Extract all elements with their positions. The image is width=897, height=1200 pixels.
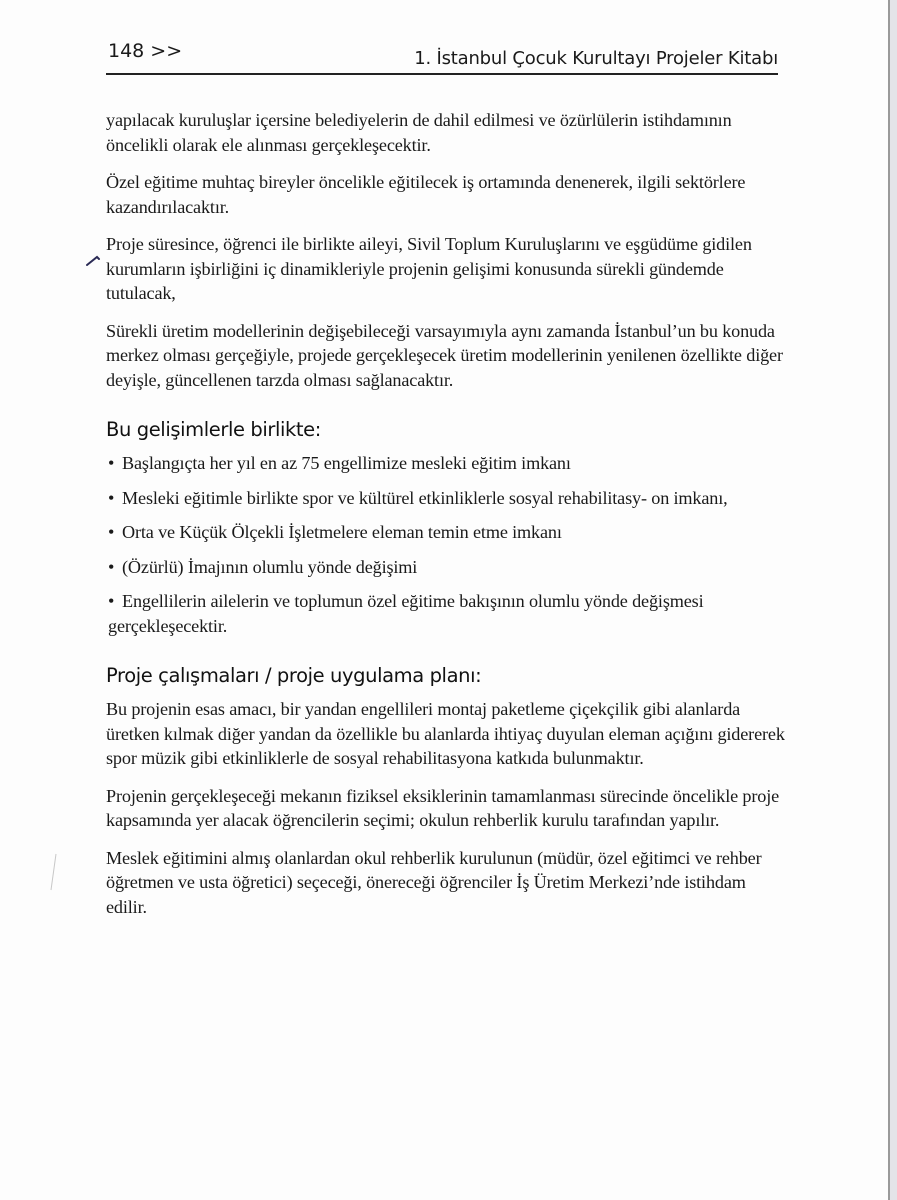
page-body (106, 108, 786, 932)
paragraph: Sürekli üretim modellerinin değişebileceği varsayımıyla aynı zamanda İstanbul’un bu konuda merkez olması gerçeğiyle, projede gerçekleşecek üretim modellerinin yenilenen özellikte diğer deyişle, güncellenen tarzda olması sağlanacaktır. (106, 320, 783, 390)
page-header (106, 40, 778, 76)
paragraph: Meslek eğitimini almış olanlardan okul rehberlik kurulunun (müdür, özel eğitimci ve rehber öğretmen ve usta öğretici) seçeceği, önereceği öğrenciler İş Üretim Merkezi’nde istihdam edilir. (106, 847, 762, 917)
bullet-icon: • (108, 453, 115, 473)
section-heading-plan: Proje çalışmaları / proje uygulama planı: (106, 664, 482, 687)
bullet-icon: • (108, 522, 115, 542)
paragraph: Bu projenin esas amacı, bir yandan engellileri montaj paketleme çiçekçilik gibi alanlarda üretken kılmak diğer yandan da özellikle bu alanlarda ihtiyaç duyulan eleman açığını gidererek spor müzik gibi etkinliklerle de sosyal rehabilitasyona katkıda bulunmaktır. (106, 699, 785, 768)
bullet-item (106, 451, 786, 476)
bullet-item (106, 555, 786, 580)
bullet-item (106, 589, 786, 638)
paragraph: Proje süresince, öğrenci ile birlikte aileyi, Sivil Toplum Kuruluşlarını ve eşgüdüme gidilen kurumların işbirliğini iç dinamikleriyle projenin gelişimi konusunda sürekli gündemde tutulacak, (106, 234, 752, 303)
bullet-text: Engellilerin ailelerin ve toplumun özel eğitime bakışının olumlu yönde değişmesi gerçekleşecektir. (108, 591, 704, 636)
bullet-text: (Özürlü) İmajının olumlu yönde değişimi (122, 556, 418, 577)
bullet-item (106, 520, 786, 545)
paragraph: Özel eğitime muhtaç bireyler öncelikle eğitilecek iş ortamında denenerek, ilgili sektörlere kazandırılacaktır. (106, 172, 746, 217)
bullet-item (106, 486, 786, 511)
section-heading-developments: Bu gelişimlerle birlikte: (106, 418, 321, 441)
page-edge-strip (890, 0, 897, 1200)
bullet-icon: • (108, 487, 115, 508)
paragraph: yapılacak kuruluşlar içersine belediyelerin de dahil edilmesi ve özürlülerin istihdamının öncelikli olarak ele alınması gerçekleşecektir. (106, 110, 732, 155)
book-title: 1. İstanbul Çocuk Kurultayı Projeler Kitabı (414, 48, 778, 69)
bullet-icon: • (108, 556, 115, 577)
bullet-text: Mesleki eğitimle birlikte spor ve kültürel etkinliklerle sosyal rehabilitasy- on imkanı, (122, 487, 728, 508)
bullet-icon: • (108, 591, 115, 611)
page-number: 148 >> (108, 40, 183, 62)
bullet-text: Orta ve Küçük Ölçekli İşletmelere eleman temin etme imkanı (122, 522, 562, 542)
paragraph: Projenin gerçekleşeceği mekanın fiziksel eksiklerinin tamamlanması sürecinde öncelikle proje kapsamında yer alacak öğrencilerin seçimi; okulun rehberlik kurulu tarafından yapılır. (106, 785, 780, 830)
stray-pencil-mark-icon (48, 852, 58, 892)
bullet-text: Başlangıçta her yıl en az 75 engellimize mesleki eğitim imkanı (122, 453, 571, 473)
header-rule (106, 73, 778, 75)
